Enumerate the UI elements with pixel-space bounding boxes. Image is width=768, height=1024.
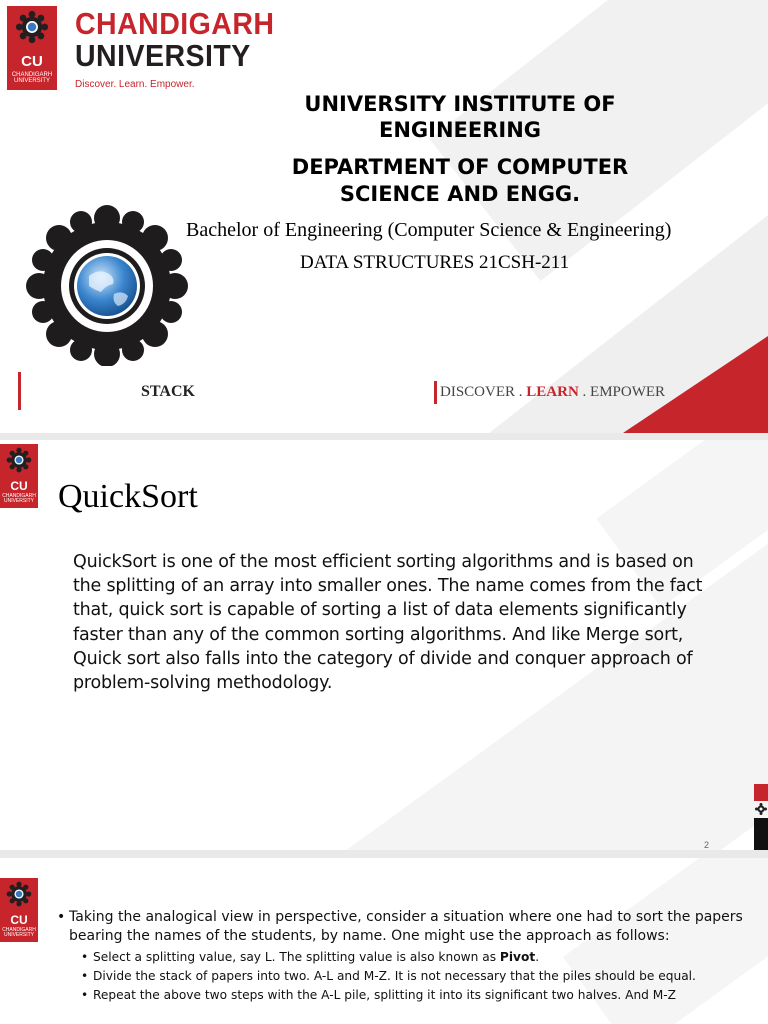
list-item	[57, 986, 757, 1005]
brand-tagline: Discover. Learn. Empower.	[75, 79, 195, 90]
page-number: 2	[704, 840, 710, 850]
cu-logo-name: CHANDIGARH UNIVERSITY	[2, 493, 36, 504]
topic-accent-bar	[18, 372, 21, 410]
gear-globe-icon	[4, 198, 210, 366]
pivot-term: Pivot	[499, 950, 536, 964]
cu-logo	[7, 6, 57, 90]
motto-learn: LEARN	[526, 384, 579, 400]
cu-logo-name: CHANDIGARH UNIVERSITY	[2, 927, 36, 938]
cu-logo	[0, 444, 38, 508]
list-item	[57, 908, 757, 946]
red-corner-triangle	[623, 336, 768, 433]
cu-logo-name: CHANDIGARH UNIVERSITY	[11, 72, 53, 84]
list-item	[57, 967, 757, 986]
motto-accent-bar	[434, 381, 437, 404]
gear-emblem-icon	[15, 10, 49, 44]
brand-title	[75, 8, 274, 72]
gear-emblem-icon	[6, 881, 32, 907]
motto-empower: . EMPOWER	[578, 384, 666, 400]
slide-title: QuickSort	[58, 478, 198, 515]
bullet-list	[57, 908, 757, 1005]
bullet-text: Taking the analogical view in perspective, consider a situation where one had to sort the papers bearing the names of the students, by name. One might use the approach as follows:	[69, 909, 743, 944]
brand-name-line2: UNIVERSITY	[75, 38, 251, 73]
gear-emblem-icon	[755, 803, 767, 815]
list-item	[57, 948, 757, 967]
side-accent-red	[754, 784, 768, 801]
title-slide	[0, 0, 768, 433]
slide-body: QuickSort is one of the most efficient sorting algorithms and is based on the splitting of an array into smaller ones. The name comes from the fact that, quick sort is capable of sorting a list of data elements significantly faster than any of the common sorting algorithms. And like Merge sort, Quick sort also falls into the category of divide and conquer approach of problem-solving methodology.	[73, 552, 703, 694]
cu-mark: CU	[10, 479, 28, 493]
brand-name-line1: CHANDIGARH	[75, 6, 275, 41]
quicksort-slide	[0, 440, 768, 850]
degree-line: Bachelor of Engineering (Computer Science & Engineering)	[186, 219, 672, 241]
cu-mark: CU	[10, 913, 28, 927]
department-title: DEPARTMENT OF COMPUTER SCIENCE AND ENGG.	[291, 155, 629, 206]
cu-logo	[0, 878, 38, 942]
motto-discover: DISCOVER .	[440, 384, 527, 400]
side-accent-dark	[754, 818, 768, 850]
bullet-text: Divide the stack of papers into two. A-L and M-Z. It is not necessary that the piles should be equal.	[93, 969, 696, 983]
cu-mark: CU	[21, 53, 43, 70]
institute-title: UNIVERSITY INSTITUTE OF ENGINEERING	[304, 92, 616, 142]
topic-label: STACK	[141, 383, 195, 400]
analogy-slide	[0, 858, 768, 1024]
bullet-text: Repeat the above two steps with the A-L pile, splitting it into its significant two halves. And M-Z	[93, 988, 677, 1002]
bullet-text: .	[535, 950, 540, 964]
bullet-text: Select a splitting value, say L. The splitting value is also known as	[93, 950, 500, 964]
gear-emblem-icon	[6, 447, 32, 473]
course-line: DATA STRUCTURES 21CSH-211	[300, 252, 570, 273]
